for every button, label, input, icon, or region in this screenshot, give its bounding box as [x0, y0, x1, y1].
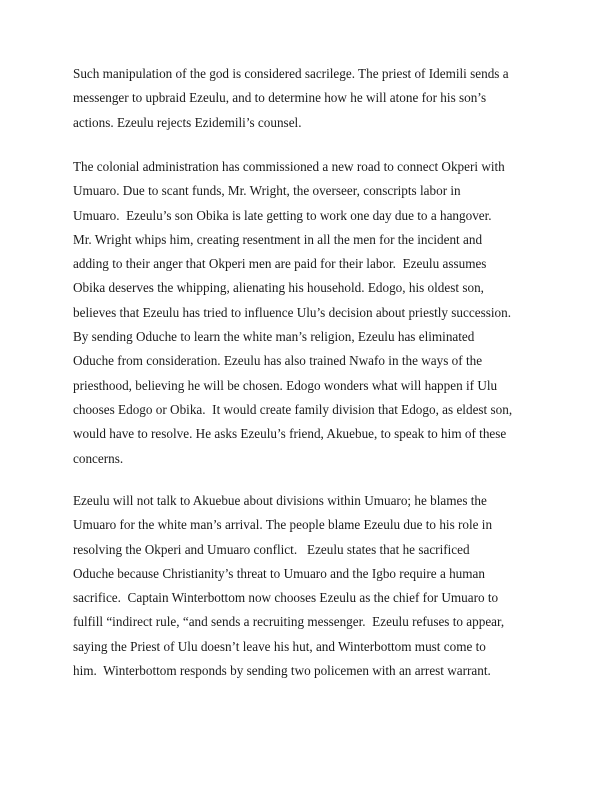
- text-line: Ezeulu will not talk to Akuebue about divisions within Umuaro; he blames the: [73, 493, 487, 508]
- text-line: Umuaro for the white man’s arrival. The people blame Ezeulu due to his role in: [73, 517, 493, 533]
- text-line: concerns.: [73, 450, 124, 466]
- text-line: The colonial administration has commissioned a new road to connect Okperi with: [73, 159, 505, 174]
- text-line: resolving the Okperi and Umuaro conflict. Ezeulu states that he sacrificed: [73, 541, 470, 557]
- paragraph-indirect-rule: [73, 489, 543, 683]
- text-line: would have to resolve. He asks Ezeulu’s friend, Akuebue, to speak to him of these: [73, 426, 507, 442]
- text-line: Umuaro. Due to scant funds, Mr. Wright, the overseer, conscripts labor in: [73, 183, 461, 199]
- text-line: Oduche from consideration. Ezeulu has also trained Nwafo in the ways of the: [73, 353, 483, 369]
- text-line: messenger to upbraid Ezeulu, and to determine how he will atone for his son’s: [73, 90, 487, 106]
- text-line: chooses Edogo or Obika. It would create family division that Edogo, as eldest son,: [73, 401, 513, 417]
- text-line: priesthood, believing he will be chosen. Edogo wonders what will happen if Ulu: [73, 377, 498, 393]
- text-line: Oduche because Christianity’s threat to Umuaro and the Igbo require a human: [73, 565, 485, 581]
- text-line: sacrifice. Captain Winterbottom now chooses Ezeulu as the chief for Umuaro to: [73, 590, 499, 606]
- text-line: saying the Priest of Ulu doesn’t leave his hut, and Winterbottom must come to: [73, 638, 486, 654]
- text-line: Such manipulation of the god is considered sacrilege. The priest of Idemili sends a: [73, 66, 509, 81]
- text-line: Mr. Wright whips him, creating resentment in all the men for the incident and: [73, 231, 483, 247]
- paragraph-colonial-road: [73, 155, 543, 471]
- text-line: fulfill “indirect rule, “and sends a recruiting messenger. Ezeulu refuses to appear,: [73, 614, 505, 630]
- text-line: believes that Ezeulu has tried to influence Ulu’s decision about priestly succession.: [73, 304, 512, 320]
- text-line: him. Winterbottom responds by sending two policemen with an arrest warrant.: [73, 663, 491, 679]
- text-line: adding to their anger that Okperi men are paid for their labor. Ezeulu assumes: [73, 256, 487, 272]
- paragraph-sacrilege: [73, 62, 543, 135]
- text-line: Umuaro. Ezeulu’s son Obika is late getting to work one day due to a hangover.: [73, 207, 492, 223]
- text-line: Obika deserves the whipping, alienating his household. Edogo, his oldest son,: [73, 280, 484, 296]
- text-line: actions. Ezeulu rejects Ezidemili’s counsel.: [73, 114, 302, 130]
- text-line: By sending Oduche to learn the white man’s religion, Ezeulu has eliminated: [73, 329, 475, 345]
